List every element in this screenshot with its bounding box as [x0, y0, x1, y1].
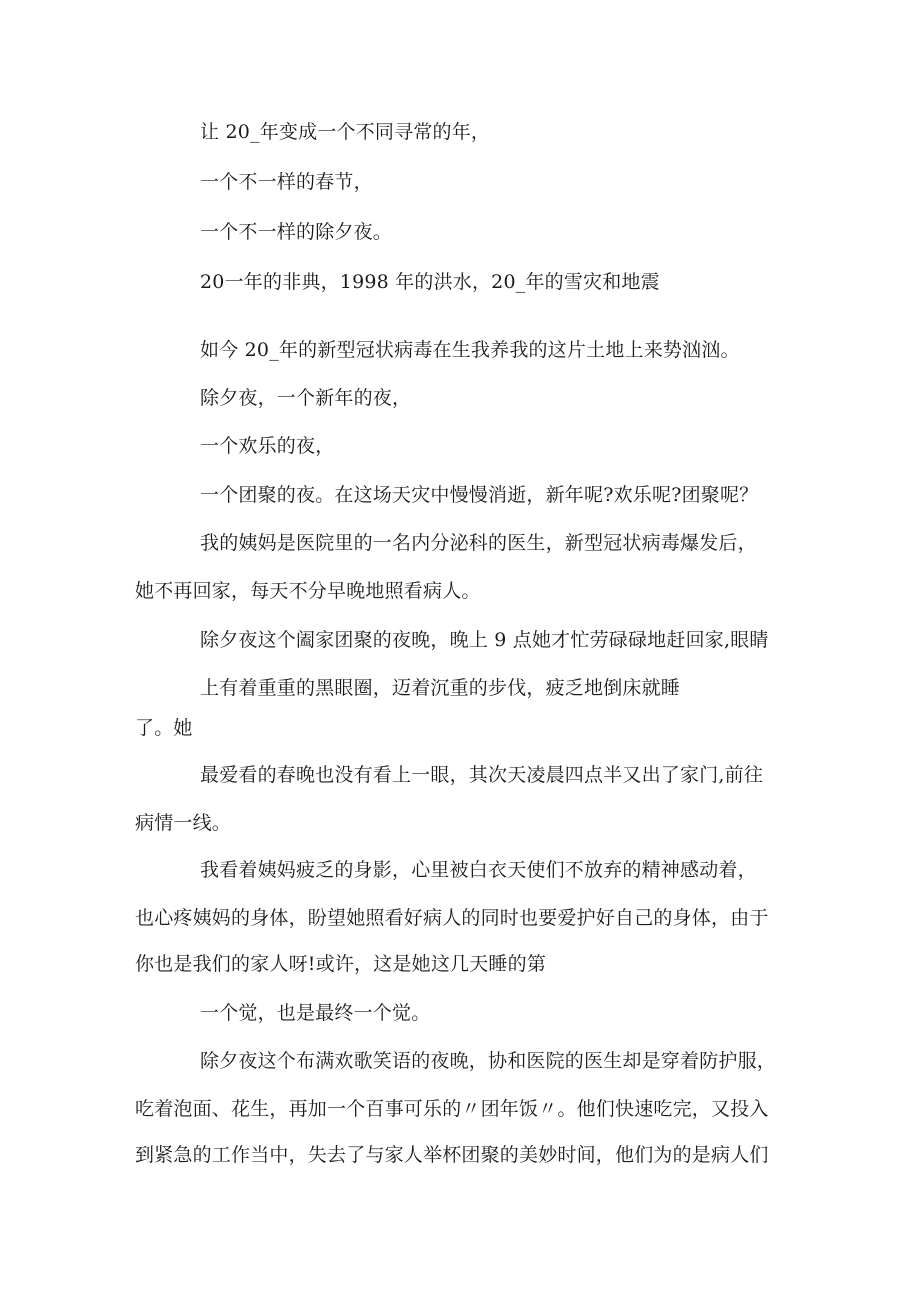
text-line: 了。她 [135, 717, 193, 739]
text-line: 如今 20_年的新型冠状病毒在生我养我的这片土地上来势汹汹。 [200, 339, 740, 361]
text-line: 一个欢乐的夜， [200, 435, 335, 457]
text-line: 上有着重重的黑眼圈，迈着沉重的步伐，疲乏地倒床就睡 [200, 677, 681, 699]
text-line: 我看着姨妈疲乏的身影，心里被白衣天使们不放弃的精神感动着， [200, 859, 757, 881]
text-line: 除夕夜，一个新年的夜， [200, 387, 412, 409]
text-line: 一个觉，也是最终一个觉。 [200, 1002, 431, 1024]
text-line: 病情一线。 [135, 812, 232, 834]
text-line: 一个不一样的除夕夜。 [200, 221, 393, 243]
text-line: 也心疼姨妈的身体，盼望她照看好病人的同时也要爱护好自己的身体，由于 [135, 907, 769, 929]
text-line: 她不再回家，每天不分早晚地照看病人。 [135, 580, 481, 602]
text-line: 20一年的非典，1998 年的洪水，20_年的雪灾和地震 [200, 271, 660, 293]
text-line: 除夕夜这个布满欢歌笑语的夜晚，协和医院的医生却是穿着防护服， [200, 1050, 777, 1072]
text-line: 吃着泡面、花生，再加一个百事可乐的〃团年饭〃。他们快速吃完，又投入 [135, 1098, 769, 1120]
text-line: 除夕夜这个阖家团聚的夜晚，晚上 9 点她才忙劳碌碌地赶回家,眼睛 [200, 629, 769, 651]
text-line: 一个不一样的春节， [200, 171, 373, 193]
text-line: 一个团聚的夜。在这场天灾中慢慢消逝，新年呢?欢乐呢?团聚呢？ [200, 484, 759, 506]
text-line: 到紧急的工作当中，失去了与家人举杯团聚的美妙时间，他们为的是病人们 [135, 1144, 769, 1166]
text-line: 你也是我们的家人呀!或许，这是她这几天睡的第 [135, 953, 547, 975]
text-line: 我的姨妈是医院里的一名内分泌科的医生，新型冠状病毒爆发后， [200, 532, 757, 554]
text-line: 让 20_年变成一个不同寻常的年， [200, 121, 491, 143]
text-line: 最爱看的春晚也没有看上一眼，其次天凌晨四点半又出了家门,前往 [200, 764, 764, 786]
